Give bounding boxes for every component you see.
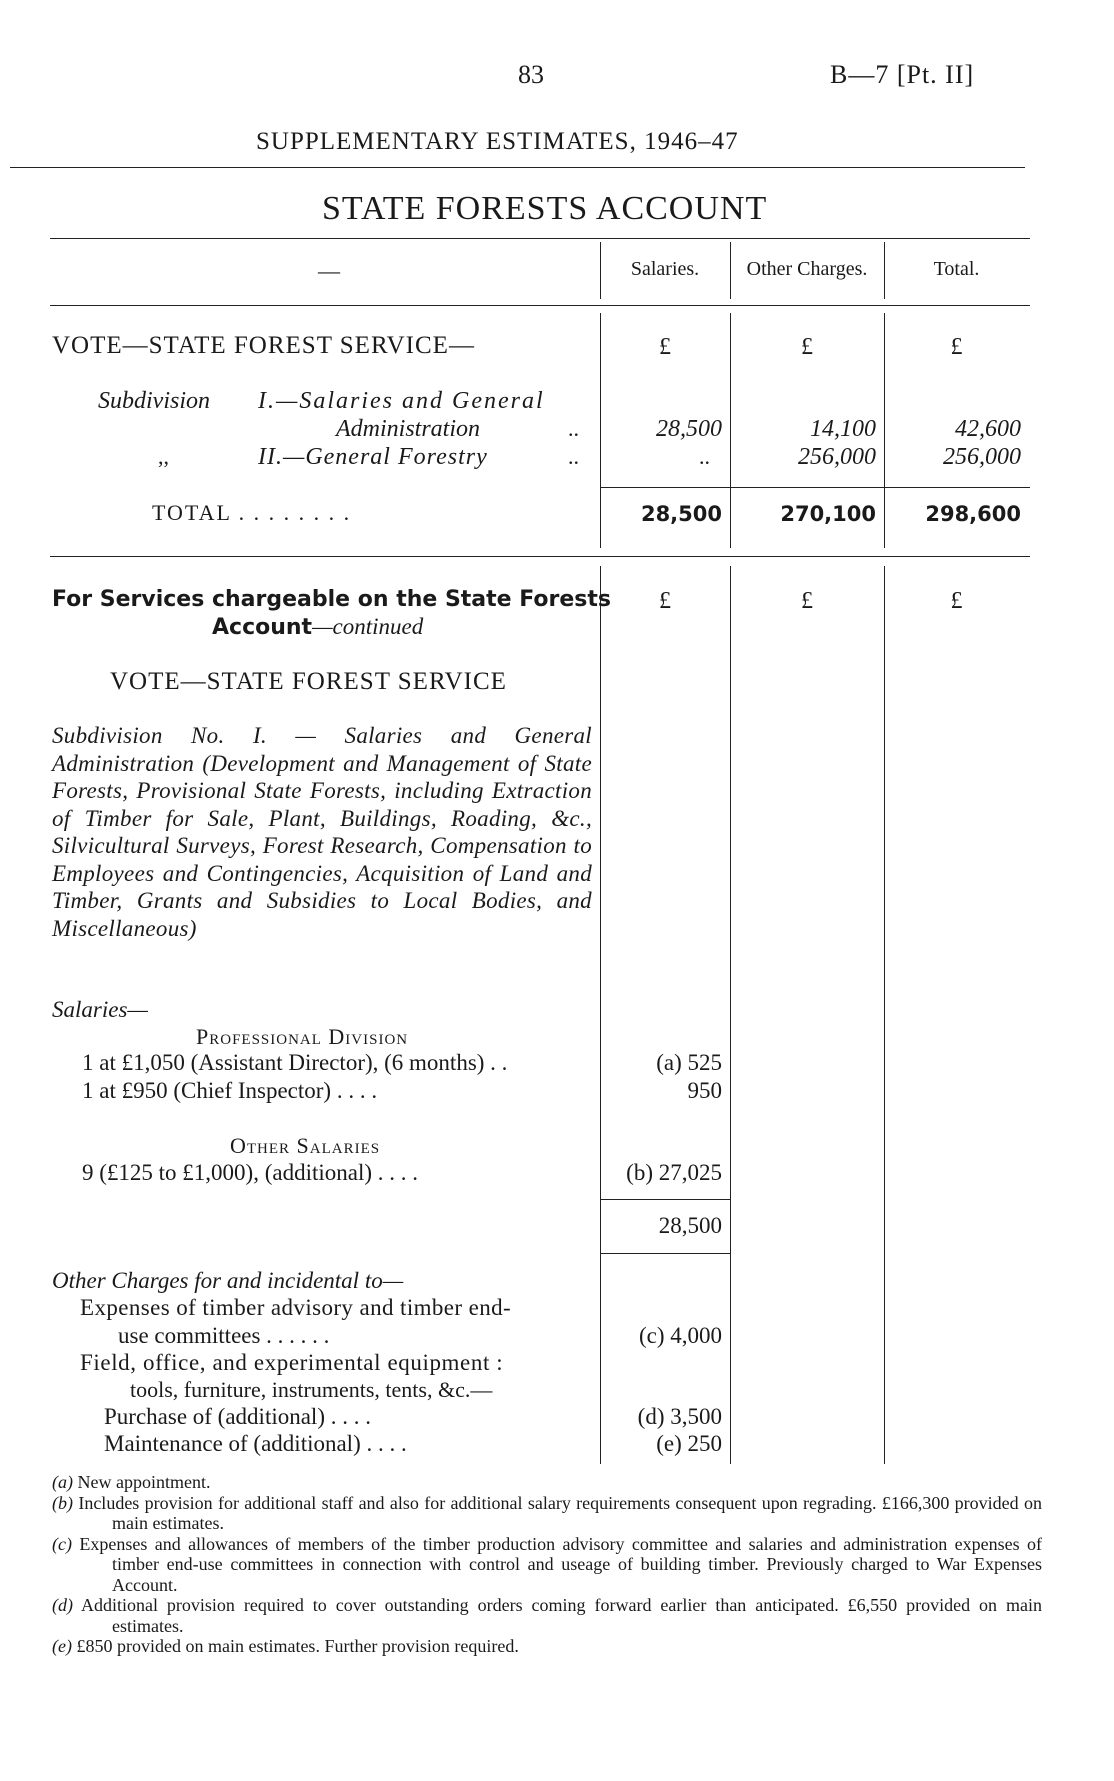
header-divider-3 xyxy=(884,242,885,299)
detail-heading-account: Account xyxy=(212,615,313,640)
column-header-total: Total. xyxy=(933,258,980,280)
other-charges-item-1: Expenses of timber advisory and timber end- xyxy=(80,1295,512,1320)
detail-currency-other: £ xyxy=(801,588,813,614)
footnote-c-mark: (c) xyxy=(52,1533,72,1554)
footnote-e xyxy=(52,1636,1042,1657)
other-charges-item-2: use committees . . . . . . xyxy=(118,1323,330,1348)
salaries-subtotal-rule xyxy=(600,1199,730,1200)
column-header-salaries: Salaries. xyxy=(630,258,700,280)
detail-heading-line1: For Services chargeable on the State Forests xyxy=(52,587,611,612)
footnote-e-text: £850 provided on main estimates. Further provision required. xyxy=(76,1636,519,1656)
professional-item-1: 1 at £1,050 (Assistant Director), (6 months) . . xyxy=(82,1050,508,1075)
row1-leader-dots: .. xyxy=(568,416,579,441)
footnote-c xyxy=(52,1534,1042,1596)
other-charges-item-3: Field, office, and experimental equipment : xyxy=(80,1350,504,1375)
other-salaries-item-1: 9 (£125 to £1,000), (additional) . . . . xyxy=(82,1160,419,1185)
header-divider-1 xyxy=(600,242,601,299)
footnote-d xyxy=(52,1595,1042,1636)
footnote-b-text: Includes provision for additional staff and also for additional salary requirements consequent upon regrading. £166,300 provided on main estimates. xyxy=(78,1492,1042,1533)
row2-leader-dots: .. xyxy=(568,444,579,469)
summary-total-salaries: 28,500 xyxy=(640,502,722,526)
column-header-other-charges: Other Charges. xyxy=(746,258,868,280)
column-header-blank: — xyxy=(318,258,340,283)
summary-total-label: TOTAL . . . . . . . . xyxy=(152,500,352,525)
other-charges-item-5-amount: (d) 3,500 xyxy=(637,1404,722,1429)
page-number: 83 xyxy=(518,60,544,89)
header-bottom-rule xyxy=(50,305,1030,306)
other-charges-item-5: Purchase of (additional) . . . . xyxy=(104,1404,371,1429)
footnote-a-mark: (a) xyxy=(52,1472,73,1492)
row2-label-a: ,, xyxy=(158,444,169,469)
footnote-d-mark: (d) xyxy=(52,1595,73,1615)
table-top-rule xyxy=(50,238,1030,239)
salaries-subtotal: 28,500 xyxy=(658,1213,722,1238)
detail-heading-continued: —continued xyxy=(312,614,424,639)
summary-bottom-rule xyxy=(50,556,1030,557)
summary-currency-other: £ xyxy=(801,334,813,360)
header-rule xyxy=(10,167,1025,168)
detail-divider-2 xyxy=(730,566,731,1464)
professional-item-2: 1 at £950 (Chief Inspector) . . . . xyxy=(82,1078,378,1103)
account-title: STATE FORESTS ACCOUNT xyxy=(322,190,768,227)
detail-currency-total: £ xyxy=(950,588,963,614)
row1-label-c: Administration xyxy=(336,416,481,442)
row1-label-b: I.—Salaries and General xyxy=(258,388,545,414)
footnote-c-text: Expenses and allowances of members of the timber production advisory committee and salaries and administration expenses of timber end-use committees in connection with control and useage of building timber. Previously charged to War Expenses Account. xyxy=(79,1533,1043,1595)
document-reference: B—7 [Pt. II] xyxy=(830,60,975,89)
other-charges-item-6-amount: (e) 250 xyxy=(656,1431,722,1456)
footnote-a xyxy=(52,1472,1042,1493)
other-charges-item-4: tools, furniture, instruments, tents, &c.— xyxy=(130,1377,493,1402)
other-charges-item-6: Maintenance of (additional) . . . . xyxy=(104,1431,407,1456)
row1-total: 42,600 xyxy=(955,416,1021,442)
row2-total: 256,000 xyxy=(943,444,1021,470)
other-salaries-item-1-amount: (b) 27,025 xyxy=(626,1160,722,1185)
summary-currency-salaries: £ xyxy=(659,334,671,360)
total-rule xyxy=(600,487,1030,488)
row2-label-b: II.—General Forestry xyxy=(258,444,488,470)
header-divider-2 xyxy=(730,242,731,299)
salaries-subtotal-bottom-rule xyxy=(600,1253,730,1254)
footnote-b xyxy=(52,1493,1042,1534)
professional-item-2-amount: 950 xyxy=(687,1078,722,1103)
other-charges-label: Other Charges for and incidental to— xyxy=(52,1268,404,1293)
footnote-b-mark: (b) xyxy=(52,1492,73,1513)
professional-item-1-amount: (a) 525 xyxy=(656,1050,722,1075)
summary-total-total: 298,600 xyxy=(925,502,1021,526)
row2-salaries: .. xyxy=(699,444,710,469)
other-charges-item-2-amount: (c) 4,000 xyxy=(638,1323,722,1348)
professional-division-heading: Professional Division xyxy=(196,1024,409,1049)
detail-vote-label: VOTE—STATE FOREST SERVICE xyxy=(110,668,507,695)
detail-divider-3 xyxy=(884,566,885,1464)
footnote-e-mark: (e) xyxy=(52,1636,72,1656)
page-title: SUPPLEMENTARY ESTIMATES, 1946–47 xyxy=(256,128,739,155)
row1-salaries: 28,500 xyxy=(656,416,722,442)
footnote-d-text: Additional provision required to cover outstanding orders coming forward earlier than anticipated. £6,550 provided on main estimates. xyxy=(80,1595,1042,1636)
row1-other-charges: 14,100 xyxy=(810,416,876,442)
salaries-label: Salaries— xyxy=(52,997,148,1022)
summary-total-other-charges: 270,100 xyxy=(780,502,876,526)
detail-currency-salaries: £ xyxy=(659,588,671,614)
detail-heading-line2 xyxy=(212,614,423,640)
summary-currency-total: £ xyxy=(950,334,963,360)
footnotes xyxy=(52,1472,1042,1657)
footnote-a-text: New appointment. xyxy=(77,1472,211,1492)
subdivision-description: Subdivision No. I. — Salaries and General Administration (Development and Management of State Forests, Provisional State Forests, including Extraction of Timber for Sale, Plant, Buildings, Roading, &c., Silvicultural Surveys, Forest Research, Compensation to Employees and Contingencies, Acquisition of Land and Timber, Grants and Subsidies to Local Bodies, and Miscellaneous) xyxy=(52,723,592,941)
summary-vote-label: VOTE—STATE FOREST SERVICE— xyxy=(52,332,475,359)
row2-other-charges: 256,000 xyxy=(798,444,876,470)
row1-label-a: Subdivision xyxy=(98,388,210,414)
other-salaries-heading: Other Salaries xyxy=(230,1133,381,1158)
